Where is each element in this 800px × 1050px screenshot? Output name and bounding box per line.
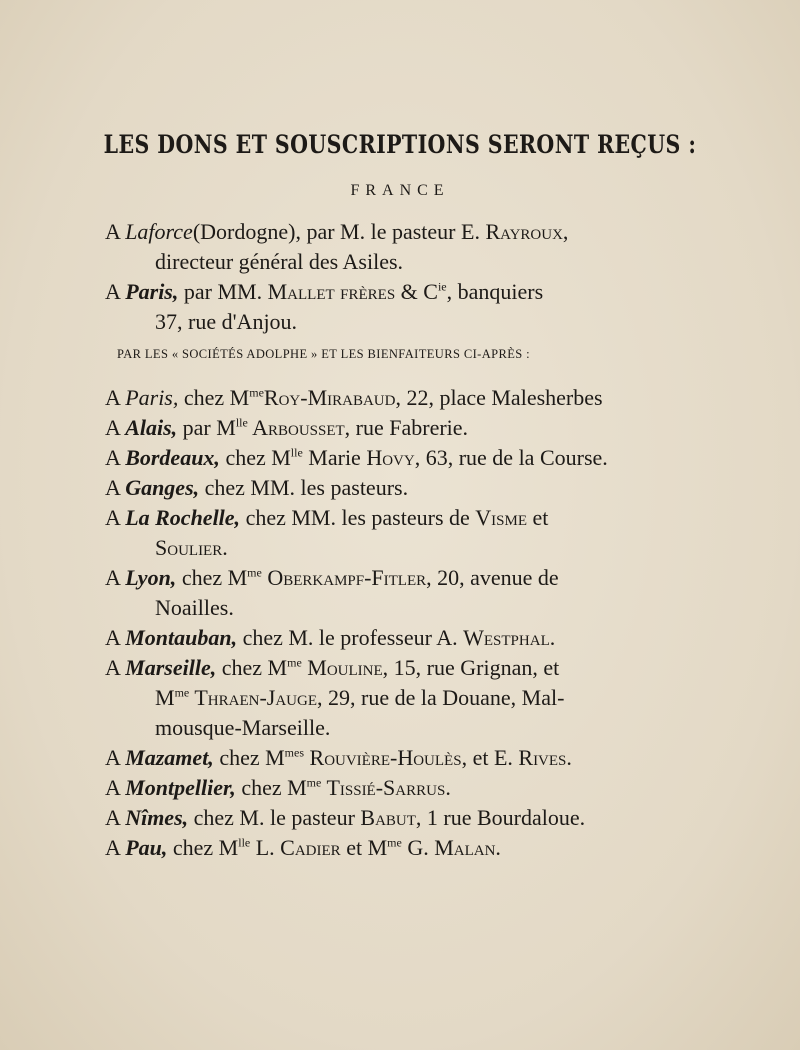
superscript: me bbox=[287, 655, 302, 670]
person-name: Rayroux bbox=[485, 219, 563, 244]
person-name: Mallet frères bbox=[267, 279, 396, 304]
entry-text: par M bbox=[177, 415, 236, 440]
superscript: ie bbox=[437, 279, 447, 294]
person-name: Tissié-Sarrus bbox=[321, 775, 446, 800]
entry-text: (Dordogne), par M. le pasteur E. bbox=[192, 219, 486, 244]
entry-line bbox=[105, 654, 559, 682]
entry-text: chez M bbox=[178, 385, 250, 410]
place-name: Paris, bbox=[125, 385, 179, 410]
entry-text: chez MM. les pasteurs. bbox=[199, 475, 409, 500]
entry-line bbox=[105, 444, 608, 472]
superscript: me bbox=[306, 775, 322, 790]
entry-line bbox=[105, 504, 548, 532]
superscript: me bbox=[247, 565, 262, 580]
entry-line bbox=[155, 684, 564, 712]
entry-prefix: A bbox=[105, 505, 126, 530]
superscript: lle bbox=[235, 415, 248, 430]
entry-tail: & C bbox=[395, 279, 438, 304]
country-heading: FRANCE bbox=[350, 182, 450, 199]
entry-prefix: A bbox=[105, 805, 126, 830]
place-name: Montauban, bbox=[125, 625, 238, 650]
entry-text: 37, rue d'Anjou. bbox=[155, 309, 298, 334]
entry-prefix: A bbox=[105, 445, 126, 470]
entry-line bbox=[105, 218, 568, 246]
entry-line bbox=[155, 594, 234, 622]
subheading: PAR LES « SOCIÉTÉS ADOLPHE » ET LES BIENFAITEURS CI-APRÈS : bbox=[117, 347, 530, 361]
entry-line bbox=[105, 474, 408, 502]
entry-tail: et M bbox=[340, 835, 388, 860]
superscript: lle bbox=[290, 445, 303, 460]
entry-prefix: A bbox=[105, 279, 126, 304]
entry-text: chez M bbox=[235, 775, 307, 800]
person-name: Rives bbox=[518, 745, 567, 770]
entry-text: chez M bbox=[167, 835, 239, 860]
entry-line bbox=[105, 278, 543, 306]
place-name: La Rochelle, bbox=[125, 505, 241, 530]
entry-prefix: A bbox=[105, 475, 126, 500]
place-name: Marseille, bbox=[125, 655, 217, 680]
person-name: Roy-Mirabaud bbox=[263, 385, 396, 410]
place-name: Nîmes, bbox=[125, 805, 189, 830]
entry-text: chez M. le pasteur bbox=[188, 805, 361, 830]
entry-tail: . bbox=[495, 835, 501, 860]
entry-text: Noailles. bbox=[155, 595, 234, 620]
entry-tail: , 29, rue de la Douane, Mal- bbox=[317, 685, 565, 710]
entry-tail: , 63, rue de la Course. bbox=[414, 445, 608, 470]
entry-line bbox=[155, 534, 228, 562]
entry-tail: et bbox=[527, 505, 549, 530]
entry-tail: , 20, avenue de bbox=[426, 565, 559, 590]
entry-text: par MM. bbox=[178, 279, 268, 304]
person-name: Rouvière-Houlès bbox=[304, 745, 462, 770]
superscript: mes bbox=[284, 745, 305, 760]
entry-text: chez M bbox=[216, 655, 288, 680]
entry-tail: , bbox=[562, 219, 569, 244]
superscript: lle bbox=[238, 835, 251, 850]
entry-text: chez MM. les pasteurs de bbox=[240, 505, 476, 530]
entry-tail: , 1 rue Bourdaloue. bbox=[415, 805, 586, 830]
place-name: Montpellier, bbox=[125, 775, 236, 800]
place-name: Bordeaux, bbox=[125, 445, 220, 470]
person-name: Hovy bbox=[366, 445, 415, 470]
entry-tail: , banquiers bbox=[446, 279, 544, 304]
entry-text: chez M bbox=[176, 565, 248, 590]
entry-prefix: A bbox=[105, 415, 126, 440]
entry-line bbox=[105, 414, 468, 442]
superscript: me bbox=[387, 835, 402, 850]
place-name: Paris, bbox=[125, 279, 179, 304]
entry-text: mousque-Marseille. bbox=[155, 715, 331, 740]
entry-prefix: A bbox=[105, 745, 126, 770]
entry-prefix: A bbox=[105, 775, 126, 800]
entry-line bbox=[105, 564, 559, 592]
page-heading: LES DONS ET SOUSCRIPTIONS SERONT REÇUS : bbox=[103, 130, 697, 159]
person-name: Babut bbox=[360, 805, 416, 830]
place-name: Mazamet, bbox=[125, 745, 214, 770]
entry-prefix: A bbox=[105, 565, 126, 590]
entry-prefix: A bbox=[105, 219, 126, 244]
place-name: Laforce bbox=[125, 219, 193, 244]
person-name: Mouline bbox=[301, 655, 383, 680]
person-name: Westphal bbox=[463, 625, 550, 650]
entry-tail: , 22, place Malesherbes bbox=[395, 385, 603, 410]
person-name: Visme bbox=[475, 505, 528, 530]
entry-line bbox=[105, 384, 603, 412]
entry-text: chez M bbox=[213, 745, 285, 770]
person-name: Thraen-Jauge bbox=[189, 685, 317, 710]
entry-line bbox=[155, 714, 330, 742]
entry-tail: . bbox=[445, 775, 451, 800]
entry-tail: . bbox=[222, 535, 228, 560]
entry-line bbox=[105, 624, 555, 652]
entry-line bbox=[155, 248, 403, 276]
person-name: L. Cadier bbox=[250, 835, 341, 860]
place-name: Lyon, bbox=[125, 565, 177, 590]
entry-prefix: A bbox=[105, 835, 126, 860]
entry-prefix: A bbox=[105, 655, 126, 680]
entry-line bbox=[105, 834, 501, 862]
entry-tail: , 15, rue Grignan, et bbox=[382, 655, 560, 680]
entry-tail: . bbox=[549, 625, 556, 650]
person-name: Oberkampf-Fitler bbox=[261, 565, 427, 590]
place-name: Pau, bbox=[125, 835, 168, 860]
person-name: G. Malan bbox=[401, 835, 496, 860]
entry-tail: , rue Fabrerie. bbox=[344, 415, 469, 440]
entry-tail: , et E. bbox=[461, 745, 519, 770]
entry-text: Marie bbox=[302, 445, 367, 470]
person-name: Arbousset bbox=[247, 415, 345, 440]
person-name: Soulier bbox=[155, 535, 223, 560]
superscript: me bbox=[249, 385, 264, 400]
place-name: Ganges, bbox=[125, 475, 200, 500]
entry-line bbox=[105, 744, 572, 772]
entry-line bbox=[105, 774, 451, 802]
entry-text: directeur général des Asiles. bbox=[155, 249, 404, 274]
place-name: Alais, bbox=[125, 415, 178, 440]
entry-prefix: A bbox=[105, 625, 126, 650]
entry-prefix: A bbox=[105, 385, 126, 410]
entry-text: chez M. le professeur A. bbox=[237, 625, 464, 650]
entry-text: chez M bbox=[219, 445, 291, 470]
superscript: me bbox=[174, 685, 190, 700]
entry-tail: . bbox=[566, 745, 572, 770]
entry-line bbox=[155, 308, 297, 336]
entry-text: M bbox=[155, 685, 175, 710]
entry-line bbox=[105, 804, 585, 832]
